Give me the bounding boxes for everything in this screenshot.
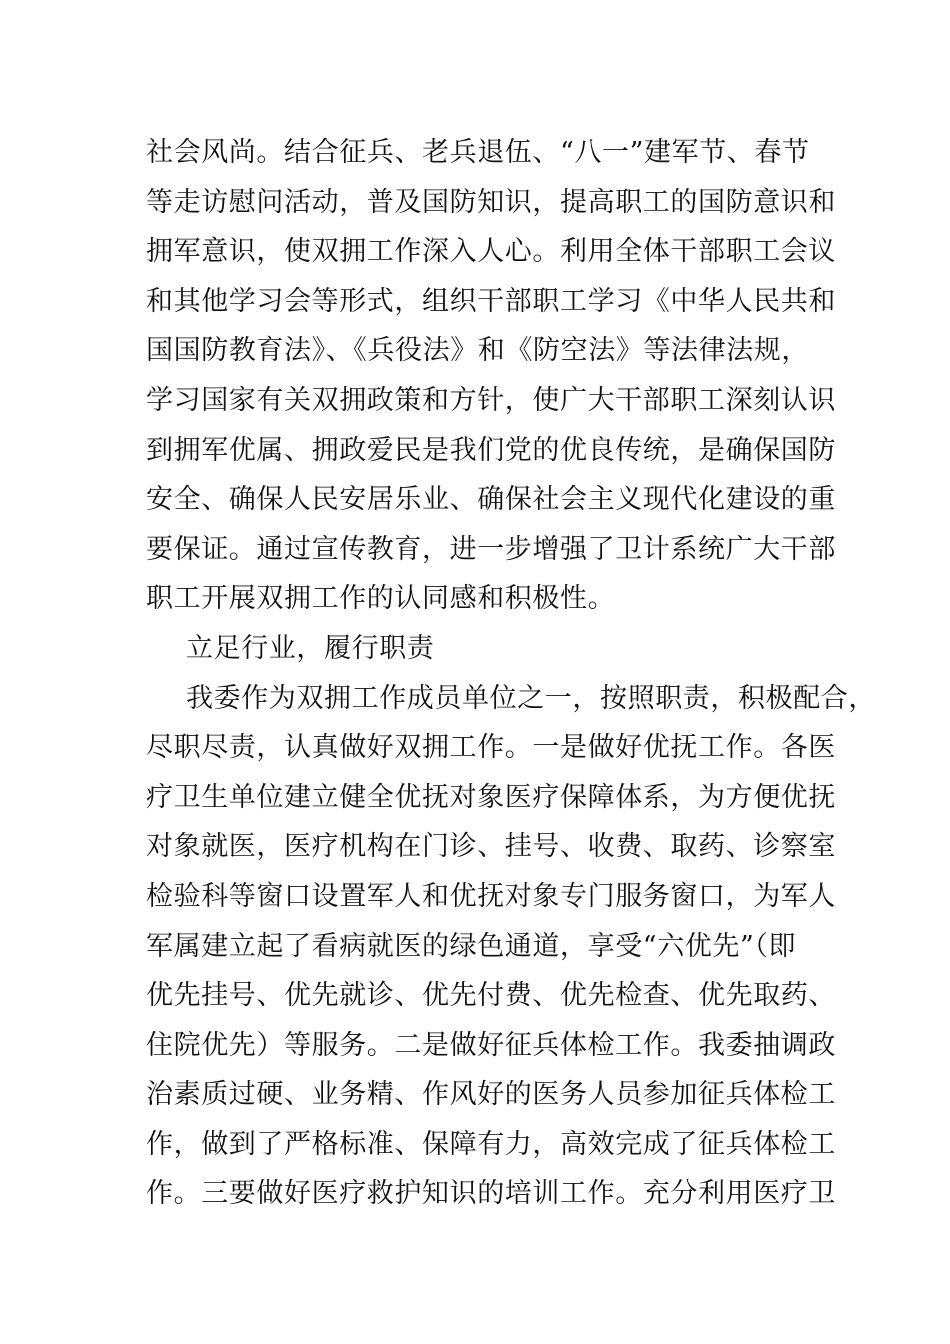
text-line: 要保证。通过宣传教育，进一步增强了卫计系统广大干部 [146,533,836,565]
text-line: 优先挂号、优先就诊、优先付费、优先检查、优先取药、 [146,980,836,1012]
text-line: 尽职尽责，认真做好双拥工作。一是做好优抚工作。各医 [146,732,836,764]
text-line: 住院优先）等服务。二是做好征兵体检工作。我委抽调政 [146,1029,836,1061]
text-line: 治素质过硬、业务精、作风好的医务人员参加征兵体检工 [146,1079,836,1111]
text-line: 安全、确保人民安居乐业、确保社会主义现代化建设的重 [146,484,836,516]
paragraph-first-line: 我委作为双拥工作成员单位之一，按照职责，积极配合， [186,682,876,714]
text-line: 检验科等窗口设置军人和优抚对象专门服务窗口，为军人 [146,880,836,912]
text-line: 作。三要做好医疗救护知识的培训工作。充分利用医疗卫 [146,1178,836,1210]
body-text [146,128,876,1219]
text-line: 到拥军优属、拥政爱民是我们党的优良传统，是确保国防 [146,434,836,466]
text-line: 和其他学习会等形式，组织干部职工学习《中华人民共和 [146,285,836,317]
text-line: 对象就医，医疗机构在门诊、挂号、收费、取药、诊察室 [146,831,836,863]
text-line: 社会风尚。结合征兵、老兵退伍、“八一”建军节、春节 [146,137,810,168]
text-line: 疗卫生单位建立健全优抚对象医疗保障体系，为方便优抚 [146,781,836,813]
text-line: 国国防教育法》、《兵役法》和《防空法》等法律法规， [146,335,809,367]
text-line: 作，做到了严格标准、保障有力，高效完成了征兵体检工 [146,1128,836,1160]
text-line: 学习国家有关双拥政策和方针，使广大干部职工深刻认识 [146,384,836,416]
text-line: 职工开展双拥工作的认同感和积极性。 [146,583,616,615]
text-line: 军属建立起了看病就医的绿色通道，享受“六优先”（即 [146,930,797,962]
section-heading: 立足行业，履行职责 [186,632,435,664]
text-line: 等走访慰问活动，普及国防知识，提高职工的国防意识和 [146,186,836,218]
text-line: 拥军意识，使双拥工作深入人心。利用全体干部职工会议 [146,236,836,268]
